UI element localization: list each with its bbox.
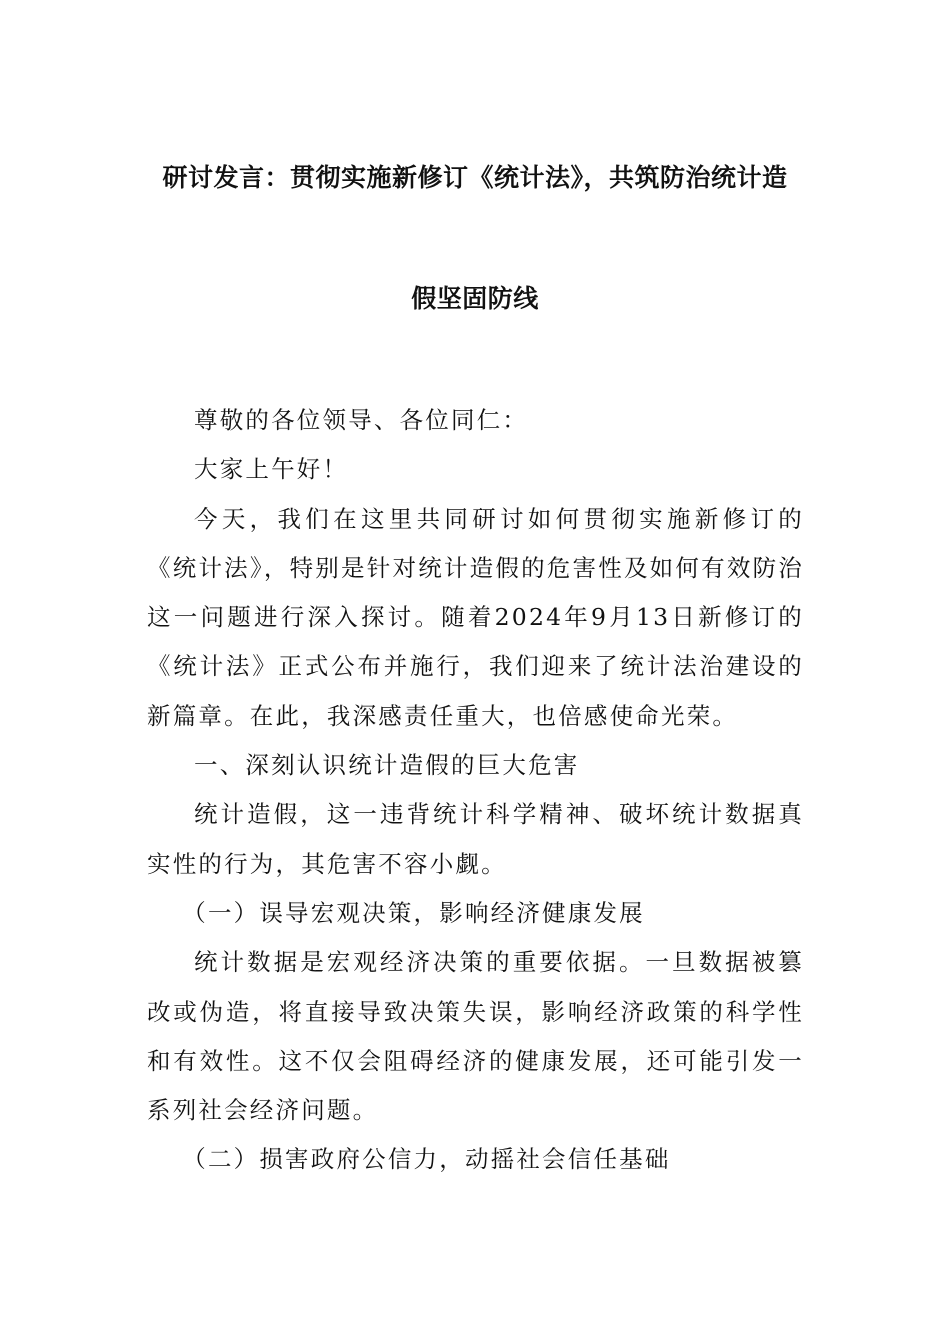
greeting: 大家上午好！ — [194, 455, 349, 484]
section-heading-1: 一、深刻认识统计造假的巨大危害 — [194, 751, 580, 780]
section-1-paragraph: 统计造假，这一违背统计科学精神、破坏统计数据真实性的行为，其危害不容小觑。 — [147, 800, 804, 878]
document-body — [147, 396, 804, 1185]
document-title-line-1: 研讨发言：贯彻实施新修订《统计法》，共筑防治统计造 — [162, 163, 788, 192]
document-title-line-2: 假坚固防线 — [411, 284, 539, 313]
subsection-heading-2: （二）损害政府公信力，动摇社会信任基础 — [182, 1145, 671, 1174]
salutation: 尊敬的各位领导、各位同仁： — [194, 406, 529, 434]
intro-paragraph: 今天，我们在这里共同研讨如何贯彻实施新修订的《统计法》，特别是针对统计造假的危害性及如何有效防治这一问题进行深入探讨。随着2024年9月13日新修订的《统计法》正式公布并施行，我们迎来了统计法治建设的新篇章。在此，我深感责任重大，也倍感使命光荣。 — [147, 504, 804, 730]
subsection-heading-1: （一）误导宏观决策，影响经济健康发展 — [182, 898, 645, 927]
subsection-1-paragraph: 统计数据是宏观经济决策的重要依据。一旦数据被篡改或伪造，将直接导致决策失误，影响经济政策的科学性和有效性。这不仅会阻碍经济的健康发展，还可能引发一系列社会经济问题。 — [147, 948, 804, 1125]
